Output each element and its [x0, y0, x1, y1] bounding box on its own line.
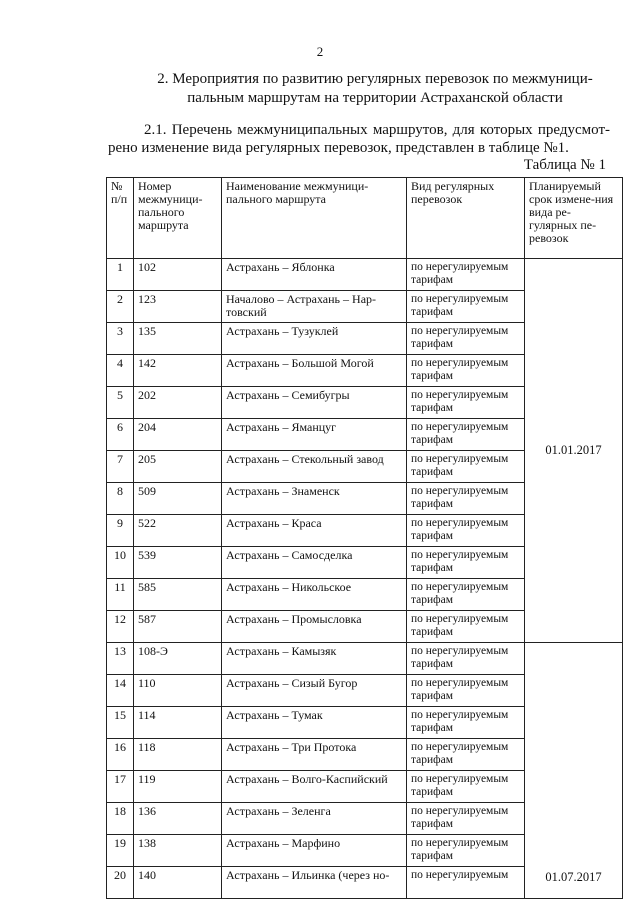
transport-kind-cell: по нерегулируемым тарифам — [407, 707, 525, 739]
route-name-cell: Астрахань – Знаменск — [222, 483, 407, 515]
route-name-cell: Астрахань – Краса — [222, 515, 407, 547]
route-name-cell: Астрахань – Тузуклей — [222, 323, 407, 355]
transport-kind-cell: по нерегулируемым тарифам — [407, 259, 525, 291]
transport-kind-cell: по нерегулируемым тарифам — [407, 483, 525, 515]
route-number-cell: 136 — [134, 803, 222, 835]
table-row — [107, 643, 623, 675]
route-number-cell: 110 — [134, 675, 222, 707]
header-number: № п/п — [107, 178, 134, 259]
route-name-cell: Астрахань – Стекольный завод — [222, 451, 407, 483]
route-number-cell: 108-Э — [134, 643, 222, 675]
transport-kind-cell: по нерегулируемым тарифам — [407, 291, 525, 323]
row-number-cell: 3 — [107, 323, 134, 355]
transport-kind-cell: по нерегулируемым тарифам — [407, 579, 525, 611]
planned-date-cell: 01.07.2017 — [525, 643, 623, 899]
planned-date-cell: 01.01.2017 — [525, 259, 623, 643]
route-number-cell: 102 — [134, 259, 222, 291]
row-number-cell: 4 — [107, 355, 134, 387]
transport-kind-cell: по нерегулируемым тарифам — [407, 547, 525, 579]
route-number-cell: 140 — [134, 867, 222, 899]
row-number-cell: 2 — [107, 291, 134, 323]
route-name-cell: Астрахань – Семибугры — [222, 387, 407, 419]
row-number-cell: 13 — [107, 643, 134, 675]
header-transport-kind: Вид регулярных перевозок — [407, 178, 525, 259]
row-number-cell: 1 — [107, 259, 134, 291]
route-name-cell: Астрахань – Зеленга — [222, 803, 407, 835]
row-number-cell: 16 — [107, 739, 134, 771]
route-name-cell: Астрахань – Волго-Каспийский — [222, 771, 407, 803]
transport-kind-cell: по нерегулируемым — [407, 867, 525, 899]
row-number-cell: 10 — [107, 547, 134, 579]
route-name-cell: Астрахань – Три Протока — [222, 739, 407, 771]
transport-kind-cell: по нерегулируемым тарифам — [407, 451, 525, 483]
route-number-cell: 119 — [134, 771, 222, 803]
routes-table — [106, 177, 623, 899]
transport-kind-cell: по нерегулируемым тарифам — [407, 643, 525, 675]
route-number-cell: 587 — [134, 611, 222, 643]
route-number-cell: 522 — [134, 515, 222, 547]
row-number-cell: 5 — [107, 387, 134, 419]
section-title: 2. Мероприятия по развитию регулярных перевозок по межмуници-пальным маршрутам на территории Астраханской области — [157, 71, 593, 106]
transport-kind-cell: по нерегулируемым тарифам — [407, 803, 525, 835]
intro-paragraph: 2.1. Перечень межмуниципальных маршрутов, для которых предусмот-рено изменение вида регулярных перевозок, представлен в таблице №1. — [108, 122, 610, 156]
transport-kind-cell: по нерегулируемым тарифам — [407, 835, 525, 867]
transport-kind-cell: по нерегулируемым тарифам — [407, 419, 525, 451]
row-number-cell: 15 — [107, 707, 134, 739]
row-number-cell: 18 — [107, 803, 134, 835]
row-number-cell: 14 — [107, 675, 134, 707]
header-route-number: Номер межмуници-пального маршрута — [134, 178, 222, 259]
route-name-cell: Астрахань – Яблонка — [222, 259, 407, 291]
row-number-cell: 6 — [107, 419, 134, 451]
route-number-cell: 118 — [134, 739, 222, 771]
row-number-cell: 17 — [107, 771, 134, 803]
route-name-cell: Астрахань – Сизый Бугор — [222, 675, 407, 707]
transport-kind-cell: по нерегулируемым тарифам — [407, 611, 525, 643]
route-number-cell: 539 — [134, 547, 222, 579]
route-number-cell: 142 — [134, 355, 222, 387]
page-number: 2 — [316, 44, 324, 59]
transport-kind-cell: по нерегулируемым тарифам — [407, 323, 525, 355]
row-number-cell: 7 — [107, 451, 134, 483]
transport-kind-cell: по нерегулируемым тарифам — [407, 739, 525, 771]
route-number-cell: 509 — [134, 483, 222, 515]
route-number-cell: 135 — [134, 323, 222, 355]
header-route-name: Наименование межмуници-пального маршрута — [222, 178, 407, 259]
table-row — [107, 259, 623, 291]
row-number-cell: 12 — [107, 611, 134, 643]
transport-kind-cell: по нерегулируемым тарифам — [407, 355, 525, 387]
route-number-cell: 138 — [134, 835, 222, 867]
route-number-cell: 202 — [134, 387, 222, 419]
table-header-row — [107, 178, 623, 259]
row-number-cell: 11 — [107, 579, 134, 611]
route-name-cell: Астрахань – Никольское — [222, 579, 407, 611]
route-number-cell: 204 — [134, 419, 222, 451]
route-name-cell: Началово – Астрахань – Нар-товский — [222, 291, 407, 323]
route-name-cell: Астрахань – Марфино — [222, 835, 407, 867]
row-number-cell: 9 — [107, 515, 134, 547]
route-name-cell: Астрахань – Яманцуг — [222, 419, 407, 451]
row-number-cell: 19 — [107, 835, 134, 867]
table-caption: Таблица № 1 — [523, 157, 606, 173]
route-name-cell: Астрахань – Тумак — [222, 707, 407, 739]
route-number-cell: 585 — [134, 579, 222, 611]
transport-kind-cell: по нерегулируемым тарифам — [407, 675, 525, 707]
route-name-cell: Астрахань – Большой Могой — [222, 355, 407, 387]
route-number-cell: 123 — [134, 291, 222, 323]
row-number-cell: 20 — [107, 867, 134, 899]
row-number-cell: 8 — [107, 483, 134, 515]
route-name-cell: Астрахань – Ильинка (через но- — [222, 867, 407, 899]
transport-kind-cell: по нерегулируемым тарифам — [407, 387, 525, 419]
route-name-cell: Астрахань – Самосделка — [222, 547, 407, 579]
transport-kind-cell: по нерегулируемым тарифам — [407, 515, 525, 547]
route-number-cell: 114 — [134, 707, 222, 739]
transport-kind-cell: по нерегулируемым тарифам — [407, 771, 525, 803]
route-number-cell: 205 — [134, 451, 222, 483]
route-name-cell: Астрахань – Промысловка — [222, 611, 407, 643]
header-planned-date: Планируемый срок измене-ния вида ре-гулярных пе-ревозок — [525, 178, 623, 259]
route-name-cell: Астрахань – Камызяк — [222, 643, 407, 675]
